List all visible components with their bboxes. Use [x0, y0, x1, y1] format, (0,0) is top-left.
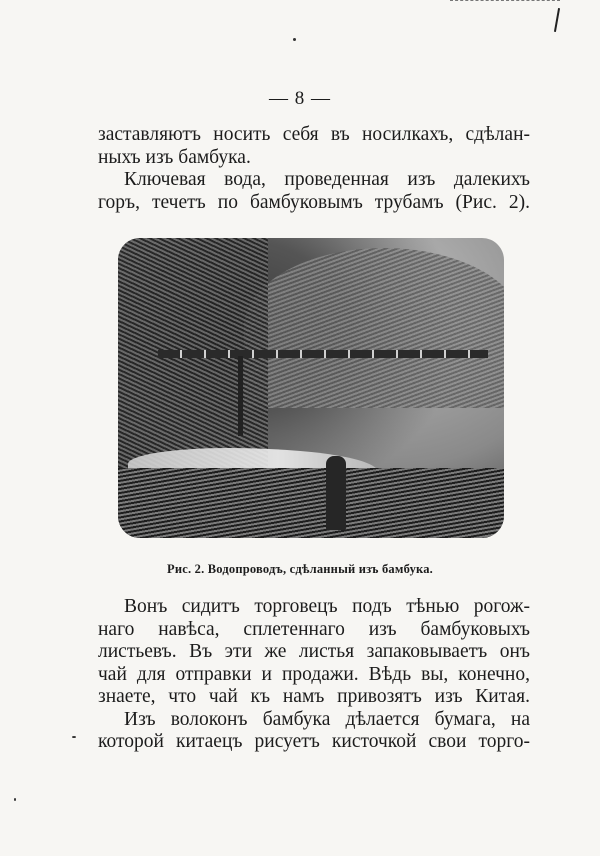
figure-ground — [118, 468, 504, 538]
scan-speck — [72, 736, 76, 738]
text-line: горъ, течетъ по бамбуковымъ трубамъ (Рис. 2). — [98, 191, 530, 213]
text-line: Изъ волоконъ бамбука дѣлается бумага, на — [124, 708, 530, 730]
figure-caption: Рис. 2. Водопроводъ, сдѣланный изъ бамбука. — [166, 562, 434, 576]
text-top — [98, 124, 530, 214]
text-line: Ключевая вода, проведенная изъ далекихъ — [124, 169, 530, 190]
scan-pen-stroke — [554, 8, 560, 32]
text-line: наго навѣса, сплетеннаго изъ бамбуковыхъ — [98, 618, 530, 640]
text-line: знаете, что чай къ намъ привозятъ изъ Китая. — [98, 686, 530, 707]
text-bottom — [98, 596, 530, 754]
scan-edge-mark — [450, 0, 560, 5]
scan-speck — [293, 38, 296, 41]
figure-bamboo-pipe — [158, 350, 488, 358]
figure-pipe-support — [238, 356, 243, 436]
text-line: чай для отправки и продажи. Вѣдь вы, конечно, — [98, 663, 530, 685]
figure-bamboo-aqueduct — [118, 238, 504, 538]
text-line: ныхъ изъ бамбука. — [98, 146, 251, 168]
text-line: листьевъ. Въ эти же листья запаковываетъ онъ — [98, 641, 530, 662]
figure-person — [326, 456, 346, 530]
figure-hill — [244, 248, 504, 408]
text-line: которой китаецъ рисуетъ кисточкой свои торго- — [98, 731, 530, 752]
page-number: — 8 — — [269, 88, 331, 109]
text-line: Вонъ сидитъ торговецъ подъ тѣнью рогож- — [124, 596, 530, 617]
scan-speck — [14, 798, 16, 801]
text-line: заставляютъ носить себя въ носилкахъ, сдѣлан- — [98, 124, 530, 145]
